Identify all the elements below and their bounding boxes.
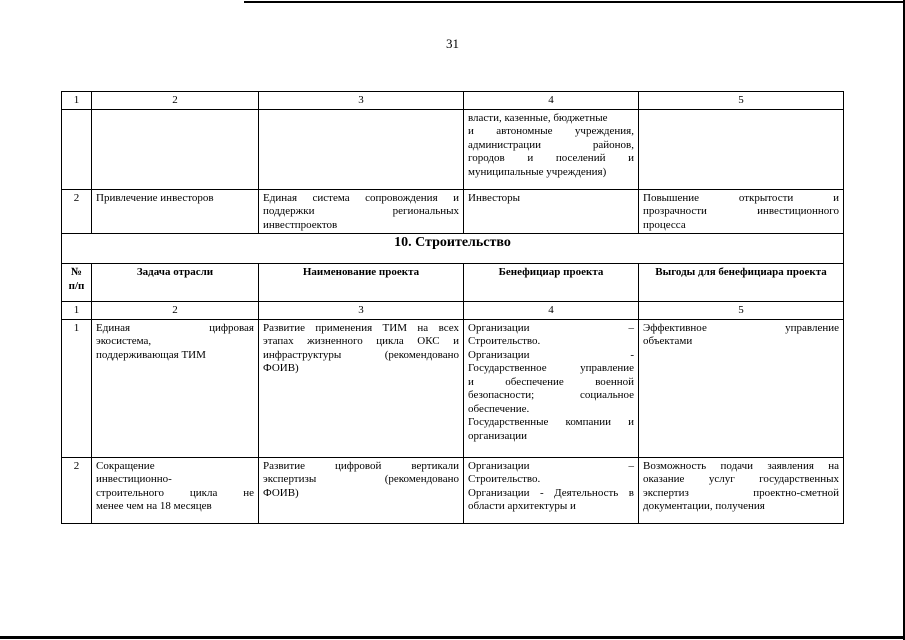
text-line: администрации районов, bbox=[468, 138, 634, 151]
scan-edge-top bbox=[244, 1, 905, 3]
text-line: обеспечение. bbox=[468, 402, 530, 415]
text-line: прозрачности инвестиционного bbox=[643, 205, 839, 217]
text-line: ФОИВ) bbox=[263, 362, 299, 374]
text-line: менее чем на 18 месяцев bbox=[96, 500, 212, 512]
column-number-cell: 1 bbox=[62, 92, 92, 110]
header-num: № п/п bbox=[62, 264, 92, 302]
text-line: городов и поселений и bbox=[468, 152, 634, 164]
column-number-cell: 2 bbox=[92, 302, 259, 320]
column-number-cell: 3 bbox=[259, 92, 464, 110]
task-cell bbox=[92, 109, 259, 189]
table-row bbox=[62, 189, 844, 234]
column-numbers-row bbox=[62, 92, 844, 110]
scan-edge-bottom bbox=[0, 636, 905, 639]
text-line: Повышение открытости и bbox=[643, 191, 839, 204]
beneficiary-cell: Инвесторы bbox=[464, 189, 639, 234]
num-cell: 2 bbox=[62, 457, 92, 523]
section-row bbox=[62, 234, 844, 264]
column-number-cell: 2 bbox=[92, 92, 259, 110]
benefit-cell bbox=[639, 189, 844, 234]
task-cell bbox=[92, 319, 259, 457]
text-line: инфраструктуры (рекомендовано bbox=[263, 348, 459, 361]
text-line: инвестиционно- bbox=[96, 473, 172, 485]
text-line: строительного цикла не bbox=[96, 486, 254, 499]
text-line: Единая система сопровождения и bbox=[263, 191, 459, 204]
beneficiary-cell bbox=[464, 457, 639, 523]
table-row-continued bbox=[62, 109, 844, 189]
text-line: поддерживающая ТИМ bbox=[96, 348, 206, 361]
text-line: ФОИВ) bbox=[263, 486, 299, 499]
column-number-cell: 3 bbox=[259, 302, 464, 320]
column-number-cell: 4 bbox=[464, 302, 639, 320]
text-line: Развитие цифровой вертикали bbox=[263, 459, 459, 472]
text-line: экосистема, bbox=[96, 335, 152, 347]
benefit-cell bbox=[639, 319, 844, 457]
text-line: поддержки региональных bbox=[263, 205, 459, 217]
text-line: и обеспечение военной bbox=[468, 375, 634, 388]
text-line: области архитектуры и bbox=[468, 500, 576, 512]
project-cell bbox=[259, 457, 464, 523]
beneficiary-cell bbox=[464, 109, 639, 189]
benefit-cell bbox=[639, 109, 844, 189]
num-cell: 1 bbox=[62, 319, 92, 457]
text-line: муниципальные учреждения) bbox=[468, 165, 607, 178]
column-number-cell: 5 bbox=[639, 302, 844, 320]
text-line: и автономные учреждения, bbox=[468, 125, 634, 137]
header-row bbox=[62, 264, 844, 302]
text-line: объектами bbox=[643, 335, 693, 347]
table-row bbox=[62, 457, 844, 523]
column-number-cell: 1 bbox=[62, 302, 92, 320]
column-numbers-row bbox=[62, 302, 844, 320]
text-line: Единая цифровая bbox=[96, 321, 254, 334]
benefit-cell bbox=[639, 457, 844, 523]
text-line: Организации - Деятельность в bbox=[468, 486, 634, 499]
text-line: Строительство. bbox=[468, 473, 541, 485]
header-beneficiary: Бенефициар проекта bbox=[464, 264, 639, 302]
text-line: экспертиз проектно-сметной bbox=[643, 486, 839, 499]
text-line: экспертизы (рекомендовано bbox=[263, 473, 459, 485]
project-cell bbox=[259, 189, 464, 234]
text-line: процесса bbox=[643, 218, 686, 231]
beneficiary-cell bbox=[464, 319, 639, 457]
column-number-cell: 4 bbox=[464, 92, 639, 110]
num-cell bbox=[62, 109, 92, 189]
text-line: безопасности; социальное bbox=[468, 389, 634, 401]
column-number-cell: 5 bbox=[639, 92, 844, 110]
task-cell: Привлечение инвесторов bbox=[92, 189, 259, 234]
page-number: 31 bbox=[446, 36, 459, 51]
projects-table bbox=[61, 91, 844, 524]
section-title: 10. Строительство bbox=[62, 234, 844, 264]
text-line: Сокращение bbox=[96, 459, 155, 472]
text-line: Возможность подачи заявления на bbox=[643, 459, 839, 472]
text-line: Государственные компании и bbox=[468, 416, 634, 428]
table-row bbox=[62, 319, 844, 457]
text-line: Строительство. bbox=[468, 335, 541, 347]
text-line: власти, казенные, бюджетные bbox=[468, 111, 608, 124]
text-line: этапах жизненного цикла ОКС и bbox=[263, 335, 459, 347]
text-line: оказание услуг государственных bbox=[643, 473, 839, 485]
text-line: документации, получения bbox=[643, 500, 765, 512]
project-cell bbox=[259, 109, 464, 189]
header-project: Наименование проекта bbox=[259, 264, 464, 302]
project-cell bbox=[259, 319, 464, 457]
text-line: Организации – bbox=[468, 459, 634, 472]
task-cell bbox=[92, 457, 259, 523]
text-line: Государственное управление bbox=[468, 362, 634, 374]
text-line: организации bbox=[468, 429, 528, 442]
num-cell: 2 bbox=[62, 189, 92, 234]
header-task: Задача отрасли bbox=[92, 264, 259, 302]
text-line: Организации – bbox=[468, 321, 634, 334]
text-line: инвестпроектов bbox=[263, 218, 338, 231]
text-line: Развитие применения ТИМ на всех bbox=[263, 321, 459, 334]
text-line: Эффективное управление bbox=[643, 321, 839, 334]
header-benefit: Выгоды для бенефициара проекта bbox=[639, 264, 844, 302]
text-line: Организации - bbox=[468, 348, 634, 361]
